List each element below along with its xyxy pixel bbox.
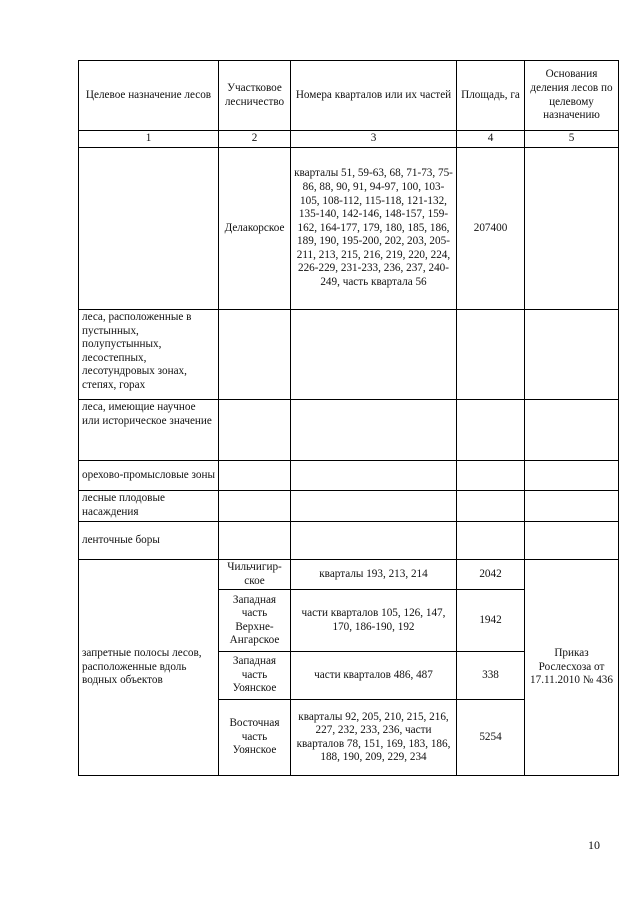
basis-cell [525,491,619,522]
table-row [79,310,619,400]
quarters-cell [291,310,457,400]
forestry-cell [219,400,291,461]
header-basis: Основания деления лесов по целевому назначению [525,61,619,131]
basis-cell [525,310,619,400]
quarters-cell [291,461,457,491]
table-row [79,400,619,461]
forestry-cell [219,522,291,560]
forestry-cell: Чильчигир-ское [219,560,291,590]
quarters-cell: части кварталов 486, 487 [291,652,457,700]
table-header-row [79,61,619,131]
quarters-cell [291,491,457,522]
forestry-cell: Западная часть Верхне-Ангарское [219,590,291,652]
purpose-cell: леса, имеющие научное или историческое значение [79,400,219,461]
area-cell: 207400 [457,148,525,310]
forestry-cell: Западная часть Уоянское [219,652,291,700]
quarters-cell [291,400,457,461]
table-row [79,522,619,560]
area-cell [457,491,525,522]
forest-purpose-table [78,60,619,776]
quarters-cell: кварталы 92, 205, 210, 215, 216, 227, 232, 233, 236, части кварталов 78, 151, 169, 183, 186, 188, 190, 209, 229, 234 [291,700,457,776]
area-cell [457,400,525,461]
basis-cell: Приказ Рослесхоза от 17.11.2010 № 436 [525,560,619,776]
quarters-cell [291,522,457,560]
page-number: 10 [588,838,600,852]
table-row [79,560,619,590]
column-number: 4 [457,131,525,148]
area-cell [457,310,525,400]
purpose-cell: ленточные боры [79,522,219,560]
basis-cell [525,461,619,491]
table-row [79,148,619,310]
forestry-cell: Делакорское [219,148,291,310]
table-row [79,461,619,491]
purpose-cell: леса, расположенные в пустынных, полупустынных, лесостепных, лесотундровых зонах, степях, горах [79,310,219,400]
table-row [79,491,619,522]
quarters-cell: кварталы 51, 59-63, 68, 71-73, 75-86, 88, 90, 91, 94-97, 100, 103-105, 108-112, 115-118, 121-132, 135-140, 142-146, 148-157, 159-162, 164-177, 179, 180, 185, 186, 189, 190, 195-200, 202, 203, 205-211, 213, 215, 216, 219, 220, 224, 226-229, 231-233, 236, 237, 240-249, часть квартала 56 [291,148,457,310]
forestry-cell: Восточная часть Уоянское [219,700,291,776]
area-cell: 338 [457,652,525,700]
column-number: 5 [525,131,619,148]
basis-cell [525,148,619,310]
forestry-cell [219,491,291,522]
purpose-cell: лесные плодовые насаждения [79,491,219,522]
header-forestry: Участковое лесничество [219,61,291,131]
column-number: 3 [291,131,457,148]
header-quarters: Номера кварталов или их частей [291,61,457,131]
area-cell [457,461,525,491]
purpose-cell: орехово-промысловые зоны [79,461,219,491]
purpose-cell: запретные полосы лесов, расположенные вдоль водных объектов [79,560,219,776]
quarters-cell: части кварталов 105, 126, 147, 170, 186-190, 192 [291,590,457,652]
column-number-row [79,131,619,148]
area-cell: 1942 [457,590,525,652]
forestry-cell [219,310,291,400]
purpose-cell [79,148,219,310]
quarters-cell: кварталы 193, 213, 214 [291,560,457,590]
column-number: 2 [219,131,291,148]
area-cell: 2042 [457,560,525,590]
area-cell: 5254 [457,700,525,776]
basis-cell [525,400,619,461]
header-area: Площадь, га [457,61,525,131]
forestry-cell [219,461,291,491]
column-number: 1 [79,131,219,148]
header-purpose: Целевое назначение лесов [79,61,219,131]
basis-cell [525,522,619,560]
area-cell [457,522,525,560]
